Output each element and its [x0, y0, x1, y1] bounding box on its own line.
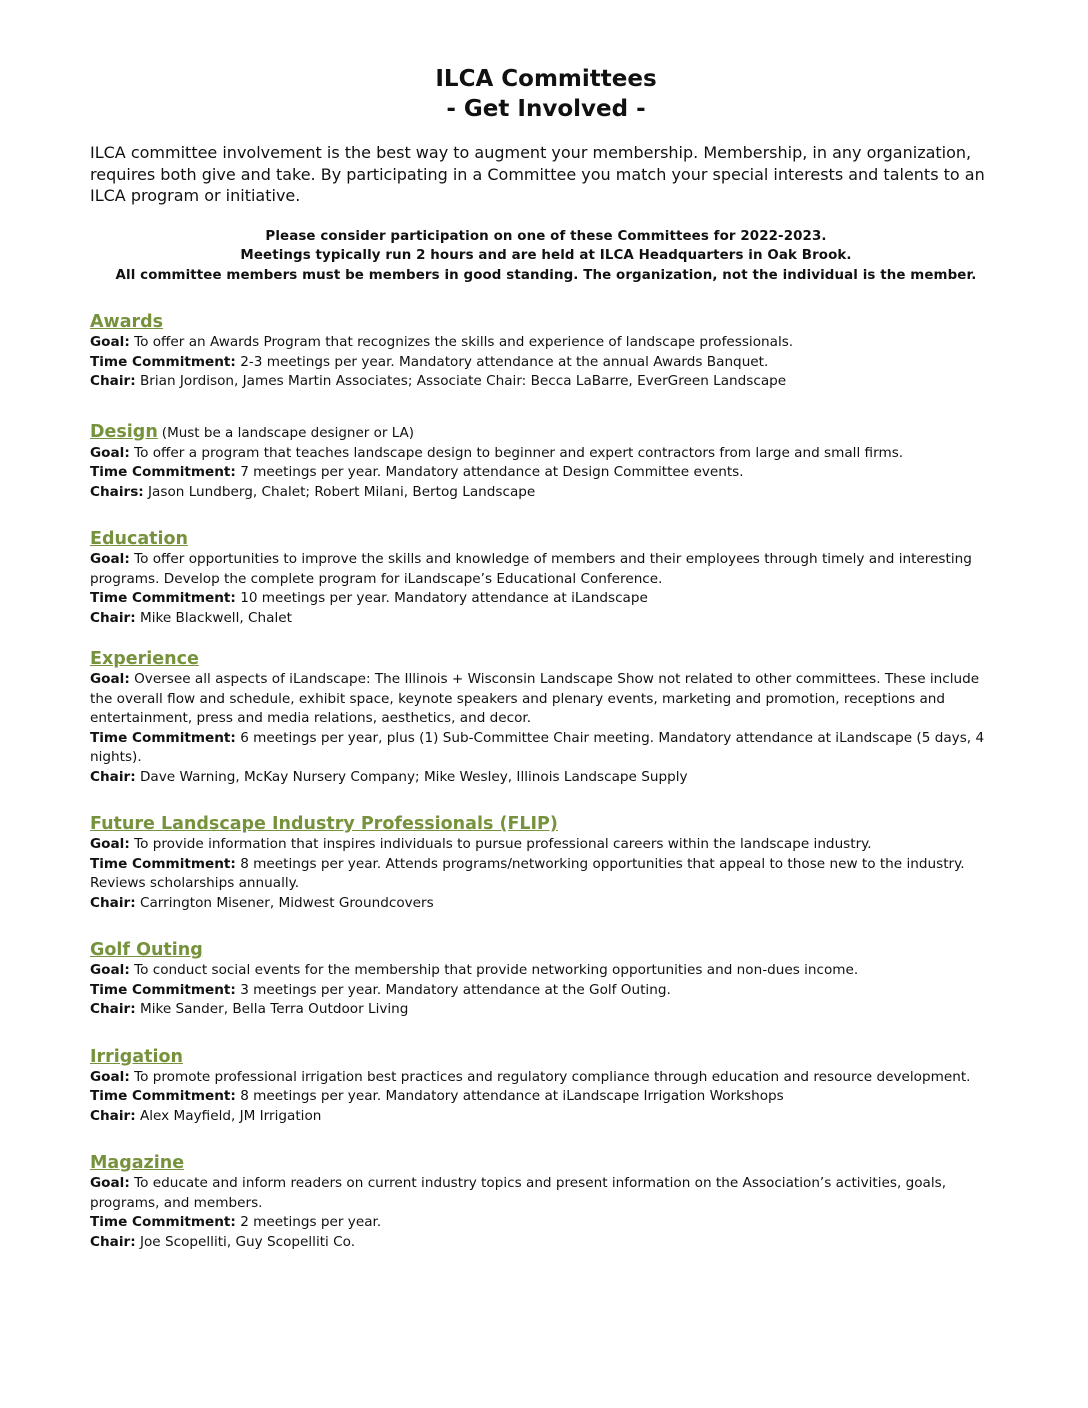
committee-name-link[interactable]: Education — [90, 529, 188, 549]
goal-text: To conduct social events for the membership that provide networking opportunities and non-dues income. — [134, 962, 859, 978]
goal-text: To educate and inform readers on current industry topics and present information on the Association’s activities, goals, programs, and members. — [90, 1175, 947, 1211]
committee-name-link[interactable]: Future Landscape Industry Professionals (FLIP) — [90, 814, 558, 834]
chair-text: Joe Scopelliti, Guy Scopelliti Co. — [139, 1233, 356, 1250]
notice-line-2: Meetings typically run 2 hours and are held at ILCA Headquarters in Oak Brook. — [240, 248, 852, 263]
notice-line-3: All committee members must be members in good standing. The organization, not the individual is the member. — [115, 267, 977, 283]
committee-goal — [90, 961, 1002, 981]
committee-goal — [90, 670, 1002, 729]
goal-text: To offer a program that teaches landscape design to beginner and expert contractors from large and small firms. — [134, 444, 904, 461]
chair-label: Chair: — [90, 1001, 136, 1017]
time-label: Time Commitment: — [90, 353, 236, 370]
chair-label: Chairs: — [90, 483, 144, 500]
title-line-2: - Get Involved - — [446, 96, 646, 122]
committee-chair — [90, 483, 1002, 503]
notice-line-1: Please consider participation on one of these Committees for 2022-2023. — [265, 228, 827, 244]
time-label: Time Commitment: — [90, 590, 236, 606]
committee-goal — [90, 1174, 1002, 1213]
time-label: Time Commitment: — [90, 855, 236, 872]
time-label: Time Commitment: — [90, 1088, 236, 1104]
committee-chair — [90, 372, 1002, 392]
goal-label: Goal: — [90, 551, 130, 567]
committee-flip — [90, 813, 1002, 913]
goal-text: Oversee all aspects of iLandscape: The Illinois + Wisconsin Landscape Show not related to other committees. These include the overall flow and schedule, exhibit space, keynote speakers and plenary events, marketing and promotion, receptions and entertainment, press and media relations, aesthetics, and decor. — [90, 671, 980, 726]
committee-design — [90, 421, 1002, 503]
chair-text: Carrington Misener, Midwest Groundcovers — [139, 894, 434, 911]
goal-text: To offer an Awards Program that recognizes the skills and experience of landscape professionals. — [134, 334, 794, 350]
committee-time — [90, 463, 1002, 483]
committee-goal — [90, 835, 1002, 855]
chair-label: Chair: — [90, 609, 136, 626]
committee-time — [90, 1213, 1002, 1233]
time-text: 2-3 meetings per year. Mandatory attendance at the annual Awards Banquet. — [240, 353, 769, 370]
committee-time — [90, 981, 1002, 1001]
time-label: Time Commitment: — [90, 1214, 236, 1230]
participation-notice — [90, 227, 1002, 286]
chair-label: Chair: — [90, 373, 136, 389]
committee-goal — [90, 333, 1002, 353]
time-text: 6 meetings per year, plus (1) Sub-Committee Chair meeting. Mandatory attendance at iLandscape (5 days, 4 nights). — [90, 729, 985, 765]
committee-time — [90, 1087, 1002, 1107]
goal-text: To offer opportunities to improve the skills and knowledge of members and their employees through timely and interesting programs. Develop the complete program for iLandscape’s Educational Conference. — [90, 551, 972, 587]
goal-text: To provide information that inspires individuals to pursue professional careers within the landscape industry. — [134, 836, 872, 852]
chair-text: Mike Sander, Bella Terra Outdoor Living — [139, 1001, 409, 1017]
chair-label: Chair: — [90, 768, 136, 785]
committee-education — [90, 528, 1002, 628]
goal-label: Goal: — [90, 1175, 130, 1191]
committee-time — [90, 729, 1002, 768]
chair-label: Chair: — [90, 1107, 136, 1124]
committee-name-link[interactable]: Design — [90, 421, 158, 442]
goal-label: Goal: — [90, 836, 130, 852]
committee-chair — [90, 894, 1002, 914]
committee-goal — [90, 550, 1002, 589]
chair-label: Chair: — [90, 1233, 136, 1250]
committee-name-link[interactable]: Golf Outing — [90, 940, 203, 960]
title-line-1: ILCA Committees — [435, 66, 657, 92]
time-label: Time Commitment: — [90, 729, 236, 746]
time-text: 7 meetings per year. Mandatory attendance at Design Committee events. — [240, 464, 744, 480]
time-text: 3 meetings per year. Mandatory attendance at the Golf Outing. — [240, 981, 671, 998]
committee-chair — [90, 1233, 1002, 1253]
committee-note: (Must be a landscape designer or LA) — [161, 424, 415, 441]
time-text: 8 meetings per year. Mandatory attendance at iLandscape Irrigation Workshops — [240, 1088, 784, 1104]
page-title — [90, 64, 1002, 124]
time-label: Time Commitment: — [90, 981, 236, 998]
chair-text: Jason Lundberg, Chalet; Robert Milani, Bertog Landscape — [148, 483, 536, 500]
committee-chair — [90, 609, 1002, 629]
chair-text: Mike Blackwell, Chalet — [139, 609, 292, 626]
committee-time — [90, 353, 1002, 373]
committee-chair — [90, 1107, 1002, 1127]
committee-name-link[interactable]: Irrigation — [90, 1046, 183, 1067]
time-label: Time Commitment: — [90, 464, 236, 480]
committee-name-link[interactable]: Experience — [90, 649, 199, 669]
chair-label: Chair: — [90, 894, 136, 911]
committee-irrigation — [90, 1046, 1002, 1127]
committee-name-link[interactable]: Magazine — [90, 1153, 185, 1173]
committee-golf-outing — [90, 939, 1002, 1020]
committee-time — [90, 855, 1002, 894]
committee-goal — [90, 444, 1002, 464]
goal-label: Goal: — [90, 671, 130, 687]
goal-label: Goal: — [90, 962, 130, 978]
committee-magazine — [90, 1152, 1002, 1252]
committee-chair — [90, 768, 1002, 788]
goal-label: Goal: — [90, 444, 130, 461]
committee-name-link[interactable]: Awards — [90, 312, 164, 332]
committee-experience — [90, 648, 1002, 787]
chair-text: Alex Mayfield, JM Irrigation — [139, 1107, 322, 1124]
committee-awards — [90, 311, 1002, 392]
goal-text: To promote professional irrigation best practices and regulatory compliance through education and resource development. — [134, 1068, 971, 1085]
goal-label: Goal: — [90, 1068, 130, 1085]
committee-goal — [90, 1068, 1002, 1088]
time-text: 10 meetings per year. Mandatory attendance at iLandscape — [240, 590, 648, 606]
chair-text: Brian Jordison, James Martin Associates; Associate Chair: Becca LaBarre, EverGreen Landscape — [139, 373, 787, 389]
goal-label: Goal: — [90, 334, 130, 350]
time-text: 8 meetings per year. Attends programs/networking opportunities that appeal to those new to the industry. Reviews scholarships annually. — [90, 855, 965, 891]
committee-time — [90, 589, 1002, 609]
committee-chair — [90, 1000, 1002, 1020]
time-text: 2 meetings per year. — [240, 1214, 382, 1230]
chair-text: Dave Warning, McKay Nursery Company; Mike Wesley, Illinois Landscape Supply — [139, 768, 688, 785]
intro-paragraph: ILCA committee involvement is the best way to augment your membership. Membership, in any organization, requires both give and take. By participating in a Committee you match your special interests and talents to an ILCA program or initiative. — [90, 143, 985, 205]
